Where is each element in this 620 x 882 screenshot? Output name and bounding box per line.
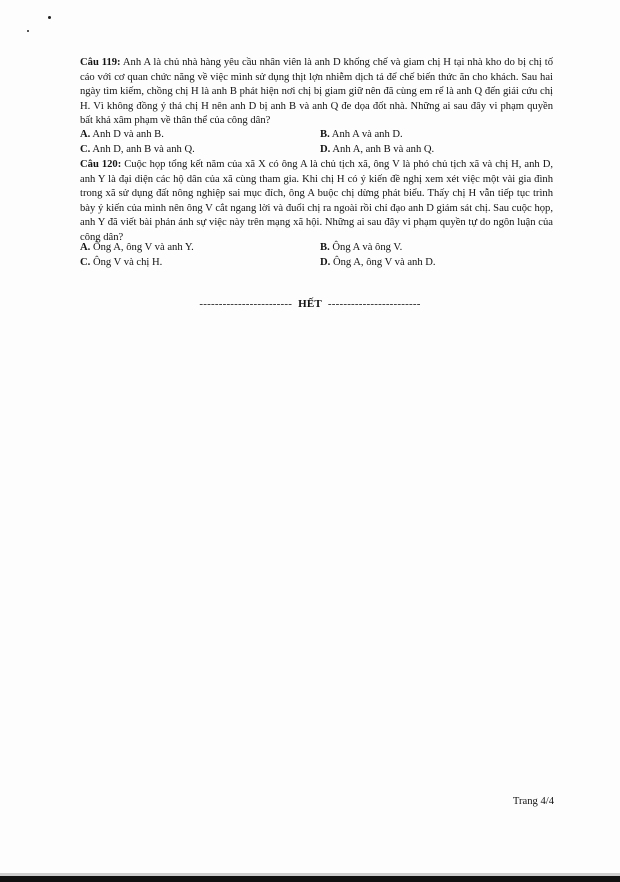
end-word: HẾT — [298, 298, 322, 310]
question-119 — [80, 56, 553, 129]
option-d: D. Anh A, anh B và anh Q. — [320, 143, 435, 155]
option-a: A. Ông A, ông V và anh Y. — [80, 242, 194, 253]
scan-edge — [0, 876, 620, 882]
end-marker — [0, 298, 620, 310]
end-dashes-left: ------------------------ — [199, 298, 293, 310]
question-120 — [80, 158, 553, 246]
question-119-options — [80, 128, 560, 157]
option-c: C. Ông V và chị H. — [80, 256, 163, 268]
option-d: D. Ông A, ông V và anh D. — [320, 256, 436, 268]
option-a: A. Anh D và anh B. — [80, 129, 164, 140]
question-120-options — [80, 241, 560, 270]
scan-speck — [48, 16, 51, 19]
end-dashes-right: ------------------------ — [327, 298, 421, 310]
scan-speck — [27, 30, 29, 32]
option-b: B. Ông A và ông V. — [320, 242, 403, 253]
option-b: B. Anh A và anh D. — [320, 129, 403, 140]
question-number: Câu 119: — [80, 57, 121, 68]
question-number: Câu 120: — [80, 159, 122, 170]
question-text: Anh A là chủ nhà hàng yêu cầu nhân viên là anh D khống chế và giam chị H tại nhà kho do bị chị tố cáo với cơ quan chức năng về việc mình sử dụng thịt lợn nhiễm dịch tả để chế biến thức ăn cho khách. Sau hai ngày tìm kiếm, chồng chị H là anh B phát hiện nơi chị bị giam giữ nên đã cùng em rể là anh Q đến giải cứu chị H. Vì không đồng ý thả chị H nên anh D bị anh B và anh Q đe dọa đốt nhà. Những ai sau đây vi phạm quyền bất khả xâm phạm về thân thể của công dân? — [80, 57, 553, 127]
page-number: Trang 4/4 — [512, 796, 554, 807]
question-text: Cuộc họp tổng kết năm của xã X có ông A là chủ tịch xã, ông V là phó chủ tịch xã và chị H, anh D, anh Y là đại diện các hộ dân của xã cùng tham gia. Khi chị H có ý kiến đề nghị xem xét việc một vài gia đình trong xã sử dụng đất nông nghiệp sai mục đích, ông A buộc chị dừng phát biểu. Thấy chị H vẫn tiếp tục trình bày ý kiến của mình nên ông V cắt ngang lời và đuổi chị ra ngoài rồi chỉ đạo anh D giám sát chị. Sau cuộc họp, anh Y đã viết bài phản ánh sự việc này trên mạng xã hội. Những ai sau đây vi phạm quyền tự do ngôn luận của công dân? — [80, 159, 553, 243]
option-c: C. Anh D, anh B và anh Q. — [80, 143, 195, 155]
